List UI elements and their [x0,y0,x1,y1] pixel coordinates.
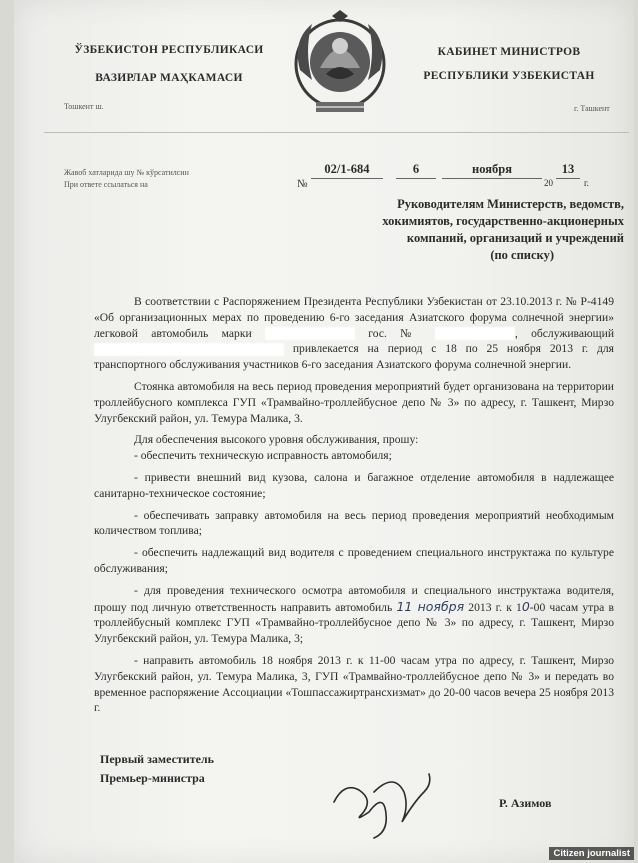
redacted-plate-number [435,327,515,340]
bullet-4: - обеспечить надлежащий вид водителя с проведением специального инструктажа по культуре обслуживания; [94,546,614,575]
document-sheet [14,0,634,863]
handwritten-hour: 0 [521,598,530,614]
p1-text-a: В соответствии с Распоряжением Президента Республики Узбекистан от 23.10.2013 г. № Р-4149 «Об организационных мерах по проведению 6-го заседания Азиатского форума солнечной энергии» легковой автомобиль марки [94,295,614,340]
bullet-2: - привести внешний вид кузова, салона и багажное отделение автомобиля в надлежащее санитарно-техническое состояние; [94,470,614,500]
redacted-car-model [265,327,355,340]
b5-text-c: -00 часам утра в троллейбусный комплекс ГУП «Трамвайно-троллейбусное депо № 3» по адресу, г. Ташкент, Мирзо Улугбекский район, ул. Темура Малика, 3; [94,600,614,646]
header-right [404,40,614,88]
header-left-line1: ЎЗБЕКИСТОН РЕСПУБЛИКАСИ [74,44,264,56]
signatory-title-line2: Премьер-министра [100,771,205,785]
signatory-title-line1: Первый заместитель [100,752,214,766]
bullet-1: - обеспечить техническую исправность автомобиля; [134,449,392,463]
header-right-line2: РЕСПУБЛИКИ УЗБЕКИСТАН [423,70,595,82]
document-day: 6 [396,162,436,179]
addressee-block [314,196,624,264]
state-emblem-icon [282,10,398,122]
city-right: г. Ташкент [574,104,610,113]
b5-text-a: - для проведения технического осмотра автомобиля и специального инструктажа водителя, прошу под личную ответственность направить автомобиль [94,583,614,614]
bullet-6: - направить автомобиль 18 ноября 2013 г. к 11-00 часам утра по адресу, г. Ташкент, Мирзо Улугбекский район, ул. Темура Малика, 3, ГУП «Трамвайно-троллейбусное депо № 3» и передать во временное распоряжение Ассоциации «Тошпассажиртрансхизмат» до 20-00 часов вечера 25 ноября 2013 г. [94,653,614,715]
document-year: 13 [556,162,580,179]
watermark-label: Citizen journalist [549,847,634,860]
header-right-line1: КАБИНЕТ МИНИСТРОВ [437,46,581,58]
p1-text-d: привлекается на период с 18 по 25 ноября 2013 г. для транспортного обслуживания участников 6-го заседания Азиатского форума солнечной энергии. [94,342,615,372]
number-sign: № [297,178,308,190]
city-left: Тошкент ш. [64,102,104,111]
header-divider [44,132,629,133]
signatory-title [100,750,214,788]
p1-text-c: , обслуживающий [514,326,615,340]
letter-body [94,294,614,716]
reference-label-ru: При ответе ссылаться на [64,180,148,189]
year-suffix: г. [584,178,589,188]
handwritten-signature [314,762,444,842]
handwritten-date: 11 ноября [396,598,465,614]
signatory-name: Р. Азимов [499,796,552,810]
addressee-line1: Руководителям Министерств, ведомств, [397,197,624,211]
paragraph-1 [94,294,614,373]
b5-text-b: 2013 г. к 1 [468,600,522,614]
paragraph-3: Для обеспечения высокого уровня обслуживания, прошу: [134,433,419,447]
year-prefix: 20 [544,178,553,188]
redacted-owner [94,343,284,356]
addressee-line3: компаний, организаций и учреждений [406,231,624,245]
header-left [54,36,284,92]
paragraph-2: Стоянка автомобиля на весь период проведения мероприятий будет организована на территории троллейбусного комплекса ГУП «Трамвайно-троллейбусное депо № 3» по адресу, г. Ташкент, Мирзо Улугбекский район, ул. Темура Малика, 3. [94,379,614,425]
document-number: 02/1-684 [311,162,383,179]
header-left-line2: ВАЗИРЛАР МАҲКАМАСИ [95,72,243,84]
p1-text-b: гос. № [368,326,422,340]
addressee-line2: хокимиятов, государственно-акционерных [382,214,624,228]
bullet-5 [94,583,614,647]
bullet-3: - обеспечивать заправку автомобиля на весь период проведения мероприятий необходимым количеством топлива; [94,508,614,538]
addressee-line4: (по списку) [490,248,554,262]
document-month: ноября [442,162,542,179]
reference-label-uz: Жавоб хатларида шу № кўрсатилсин [64,168,189,177]
